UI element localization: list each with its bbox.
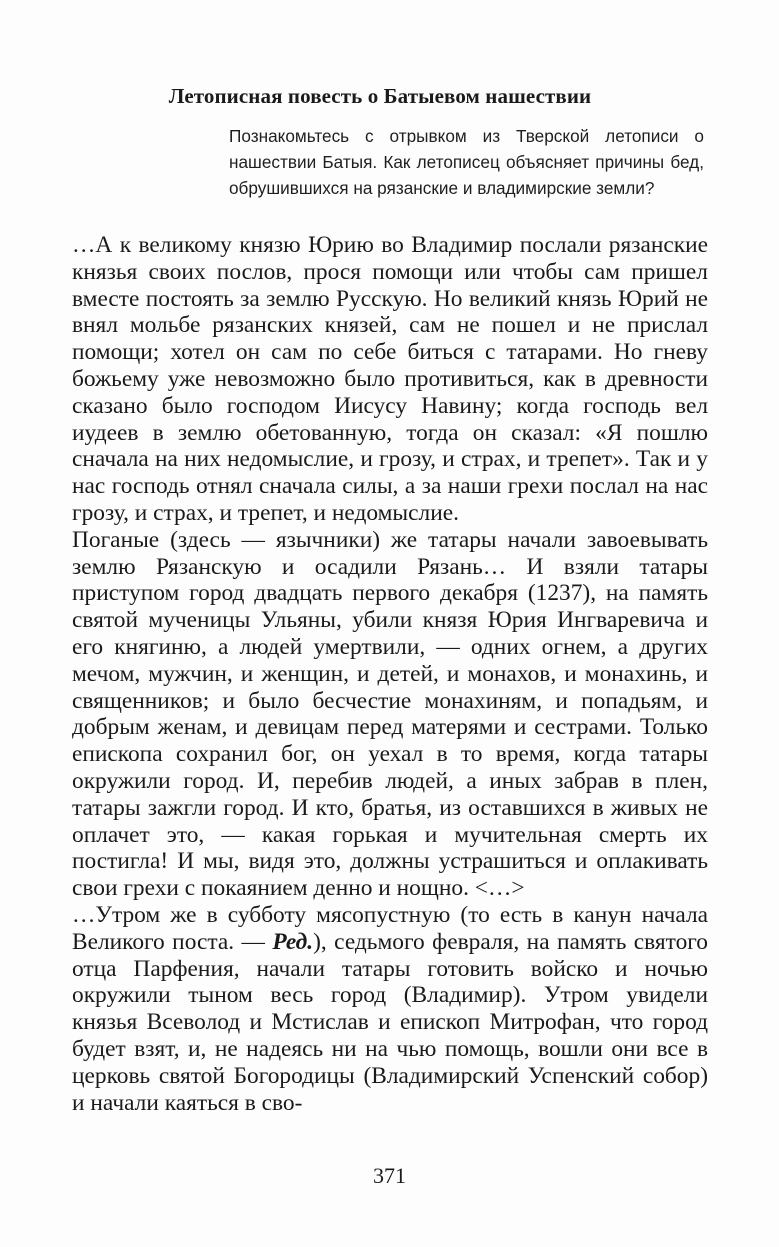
page-number: 371 (373, 1163, 406, 1188)
paragraph-text: …Утром же в субботу мясопустную (то есть в канун начала Великого поста. — (72, 901, 708, 955)
epigraph-question: Познакомьтесь с отрывком из Тверской летописи о нашествии Батыя. Как летописец объясняет причины бед, обрушившихся на рязанские и владимирские земли? (229, 126, 704, 199)
editor-note-mark: Ред. (272, 928, 314, 955)
chapter-title: Летописная повесть о Батыевом нашествии (168, 84, 592, 108)
paragraph: …А к великому князю Юрию во Владимир послали рязанские князья своих послов, прося помощи или чтобы сам пришел вместе постоять за землю Русскую. Но великий князь Юрий не внял мольбе рязанских князей, сам не пошел и не прислал помощи; хотел он сам по себе биться с татарами. Но гневу божьему уже невозможно было противиться, как в древности сказано было господом Иисусу Навину; когда господь вел иудеев в землю обетованную, тогда он сказал: «Я пошлю сначала на них недомыслие, и грозу, и страх, и трепет». Так и у нас господь отнял сначала силы, а за наши грехи послал на нас грозу, и страх, и трепет, и недомыслие. (72, 232, 708, 526)
paragraph (72, 902, 708, 1116)
paragraph: Поганые (здесь — язычники) же татары начали завоевывать землю Рязанскую и осадили Рязань… И взяли татары приступом город двадцать первого декабря (1237), на память святой мученицы Ульяны, убили князя Юрия Ингваревича и его княгиню, а людей умертвили, — одних огнем, а других мечом, мужчин, и женщин, и детей, и монахов, и монахинь, и священников; и было бесчестие монахиням, и попадьям, и добрым женам, и девицам перед матерями и сестрами. Только епископа сохранил бог, он уехал в то время, когда татары окружили город. И, перебив людей, а иных забрав в плен, татары зажгли город. И кто, братья, из оставшихся в живых не оплачет это, — какая горькая и мучительная смерть их постигла! И мы, видя это, должны устрашиться и оплакивать свои грехи с покаянием денно и нощно. <…> (72, 526, 708, 902)
main-text (72, 232, 708, 1116)
paragraph-text: ), седьмого февраля, на память святого отца Парфения, начали татары готовить войско и ночью окружили тыном весь город (Владимир). Утром увидели князья Всеволод и Мстислав и епископ Митрофан, что город будет взят, и, не надеясь ни на чью помощь, вошли они все в церковь святой Богородицы (Владимирский Успенский собор) и начали каяться в сво- (72, 928, 708, 1116)
